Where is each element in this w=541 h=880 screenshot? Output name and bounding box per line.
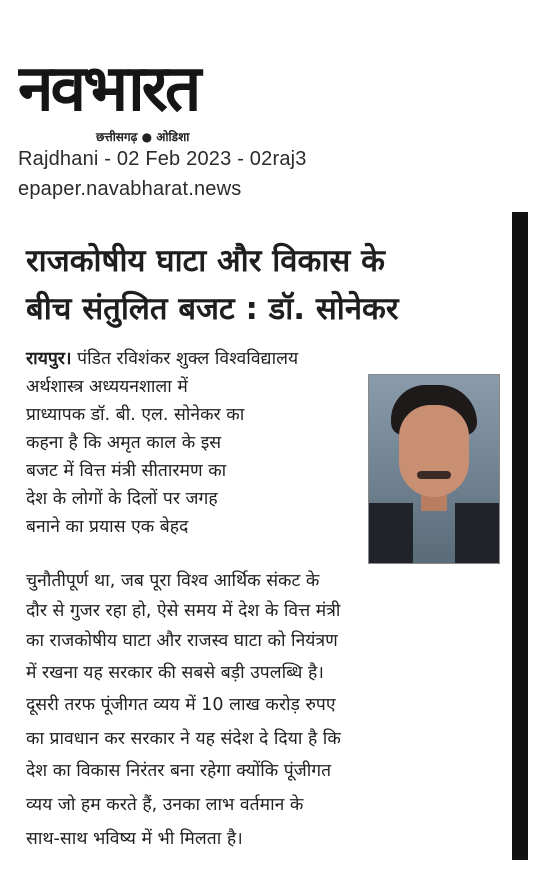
edition-label: छत्तीसगढ़ ● ओडिशा — [96, 130, 190, 144]
date-line: Rajdhani - 02 Feb 2023 - 02raj3 — [18, 148, 307, 170]
body-line-13: का प्रावधान कर सरकार ने यह संदेश दे दिया है कि — [26, 729, 341, 749]
dateline-city: रायपुर। — [26, 349, 72, 369]
body-line-4: कहना है कि अमृत काल के इस — [26, 433, 222, 453]
body-line-2: अर्थशास्त्र अध्ययनशाला में — [26, 377, 188, 397]
body-line-8: चुनौतीपूर्ण था, जब पूरा विश्व आर्थिक संकट के — [26, 571, 320, 591]
headline-line-1: राजकोषीय घाटा और विकास के — [26, 243, 385, 279]
body-line-15: व्यय जो हम करते हैं, उनका लाभ वर्तमान के — [26, 795, 304, 815]
body-line-7: बनाने का प्रयास एक बेहद — [26, 517, 189, 537]
body-line-6: देश के लोगों के दिलों पर जगह — [26, 489, 218, 509]
body-line-12: दूसरी तरफ पूंजीगत व्यय में 10 लाख करोड़ रुपए — [26, 695, 336, 715]
masthead-logo: नवभारत — [18, 54, 199, 124]
body-line-10: का राजकोषीय घाटा और राजस्व घाटा को नियंत्रण — [26, 631, 338, 651]
source-url: epaper.navabharat.news — [18, 178, 242, 200]
headline-line-2: बीच संतुलित बजट : डॉ. सोनेकर — [26, 291, 399, 327]
portrait-photo — [368, 374, 500, 564]
body-line-16: साथ-साथ भविष्य में भी मिलता है। — [26, 829, 243, 849]
column-divider-bar — [512, 212, 528, 860]
body-line-9: दौर से गुजर रहा हो, ऐसे समय में देश के वित्त मंत्री — [26, 601, 341, 621]
body-line-1: रायपुर। पंडित रविशंकर शुक्ल विश्वविद्यालय — [26, 349, 299, 369]
body-line-5: बजट में वित्त मंत्री सीतारमण का — [26, 461, 227, 481]
body-line-14: देश का विकास निरंतर बना रहेगा क्योंकि पूंजीगत — [26, 761, 332, 781]
body-line-3: प्राध्यापक डॉ. बी. एल. सोनेकर का — [26, 405, 245, 425]
body-line-11: में रखना यह सरकार की सबसे बड़ी उपलब्धि है। — [26, 663, 324, 683]
